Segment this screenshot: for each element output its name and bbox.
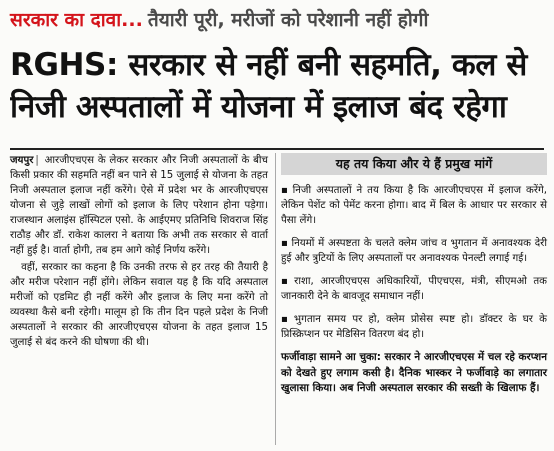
fraud-note-label: फर्जीवाड़ा सामने आ चुका: <box>281 351 381 363</box>
article-paragraph-2 <box>10 260 268 350</box>
bullet-icon: ▪ <box>281 238 289 249</box>
demand-item <box>281 183 547 228</box>
dateline-separator: | <box>35 155 39 166</box>
bullet-icon: ▪ <box>281 314 291 325</box>
demand-text: निजी अस्पतालों ने तय किया है कि आरजीएचएस में इलाज करेंगे, लेकिन पेशेंट को पेमेंट करना होगा। बाद में बिल के आधार पर सरकार से पैसा लेंगे। <box>281 185 547 226</box>
paragraph-2-text: वहीं, सरकार का कहना है कि उनकी तरफ से हर तरह की तैयारी है और मरीज परेशान नहीं होंगे। लेकिन सवाल यह है कि यदि अस्पताल मरीजों को एडमिट ही नहीं करेंगे और इलाज के लिए मना करेंगे तो व्यवस्था कैसे बनी रहेगी। मालूम हो कि तीन दिन पहले प्रदेश के निजी अस्पतालों ने सरकार की आरजीएचएस योजना के तहत इलाज 15 जुलाई से बंद करने की घोषणा की थी। <box>10 262 269 348</box>
headline <box>10 44 546 128</box>
sidebar-title: यह तय किया और ये हैं प्रमुख मांगें <box>281 153 547 175</box>
article-paragraph-1 <box>10 153 268 258</box>
paragraph-1-text: आरजीएचएस के लेकर सरकार और निजी अस्पतालों के बीच किसी प्रकार की सहमति नहीं बन पाने से 15 जुलाई से योजना के तहत निजी अस्पताल इलाज नहीं करेंगे। ऐसे में प्रदेश भर के आरजीएचएस योजना से जुड़े लाखों लोगों को इलाज के लिए परेशान होना पड़ेगा। राजस्थान अलाइंस हॉस्पिटल एसो. के आईएमए प्रतिनिधि शिवराज सिंह राठौड़ और डॉ. राकेश कालरा ने बताया कि अभी तक सरकार से वार्ता नहीं हुई है। वार्ता होगी, तब हम आगे कोई निर्णय करेंगे। <box>10 155 268 256</box>
dateline: जयपुर <box>10 155 34 166</box>
demand-item <box>281 274 547 304</box>
column-divider <box>275 153 276 445</box>
headline-line-1: RGHS: सरकार से नहीं बनी सहमति, कल से <box>10 47 527 83</box>
demand-text: राशा, आरजीएचएस अधिकारियों, पीएचएस, मंत्री, सीएमओ तक जानकारी देने के बावजूद समाधान नहीं। <box>281 276 547 302</box>
kicker-claim: सरकार का दावा... <box>10 9 143 31</box>
kicker-subtext: तैयारी पूरी, मरीजों को परेशानी नहीं होगी <box>147 9 429 31</box>
fraud-note <box>281 350 547 397</box>
article-body <box>10 153 268 352</box>
demand-text: नियमों में अस्पष्टता के चलते क्लेम जांच व भुगतान में अनावश्यक देरी हुई और त्रुटियों के लिए अस्पतालों पर अनावश्यक पेनल्टी लगाई गई। <box>281 238 547 264</box>
sidebar-box <box>281 153 547 397</box>
kicker-line <box>10 6 550 38</box>
headline-divider <box>10 148 544 150</box>
headline-line-2: निजी अस्पतालों में योजना में इलाज बंद रहेगा <box>10 89 507 125</box>
demand-item <box>281 312 547 342</box>
demand-text: भुगतान समय पर हो, क्लेम प्रोसेस स्पष्ट हो। डॉक्टर के घर के प्रिस्क्रिप्शन पर मेडिसिन वितरण बंद हो। <box>281 314 547 340</box>
bullet-icon: ▪ <box>281 276 292 287</box>
fraud-note-text: सरकार ने आरजीएचएस में चल रहे करप्शन को देखते हुए लगाम कसी है। दैनिक भास्कर ने फर्जीवाड़े का लगातार खुलासा किया। अब निजी अस्पताल सरकार की सख्ती के खिलाफ हैं। <box>281 351 547 394</box>
bullet-icon: ▪ <box>281 185 290 196</box>
demand-item <box>281 236 547 266</box>
